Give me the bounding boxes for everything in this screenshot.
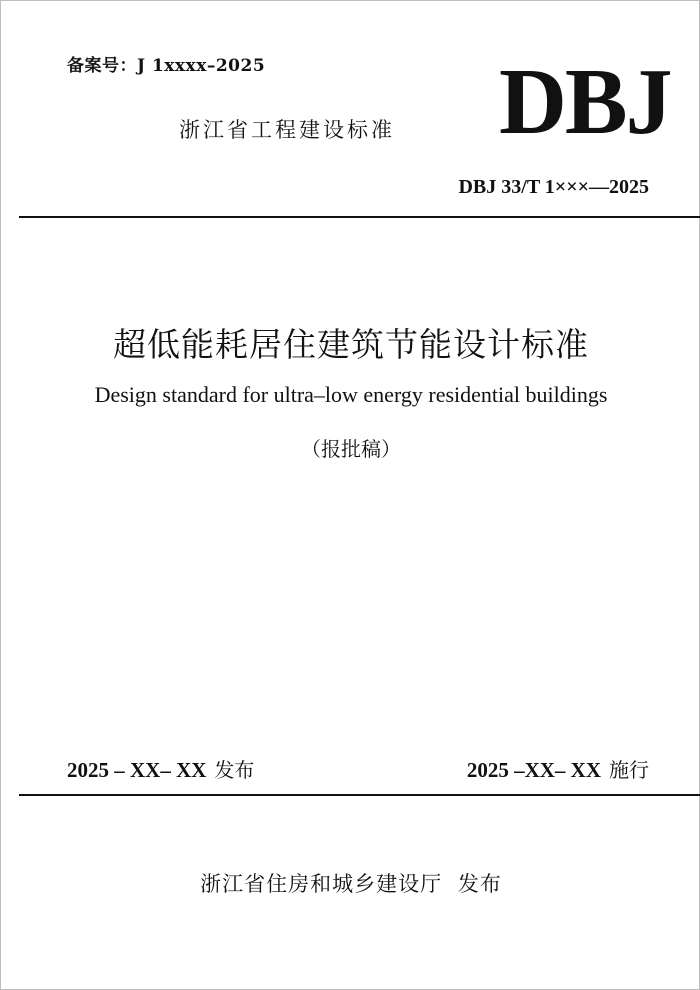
standard-category: 浙江省工程建设标准 — [179, 118, 395, 142]
release-label: 发布 — [214, 758, 255, 782]
issuing-authority: 浙江省住房和城乡建设厅 发布 — [200, 872, 502, 896]
effective-label: 施行 — [609, 758, 649, 782]
release-date-row — [67, 754, 254, 783]
title-chinese: 超低能耗居住建筑节能设计标准 — [113, 325, 589, 364]
effective-date-row — [467, 754, 649, 783]
standard-number: DBJ 33/T 1×××—2025 — [458, 176, 649, 198]
effective-date: 2025 –XX– XX — [466, 758, 601, 782]
top-divider — [19, 216, 700, 218]
title-english: Design standard for ultra–low energy residential buildings — [94, 382, 608, 407]
draft-status: （报批稿） — [301, 437, 401, 461]
filing-number: 备案号：J 1xxxx–2025 — [67, 56, 266, 76]
dbj-logo: DBJ — [499, 50, 671, 154]
release-date: 2025 – XX– XX — [67, 758, 207, 782]
bottom-divider — [19, 794, 700, 796]
